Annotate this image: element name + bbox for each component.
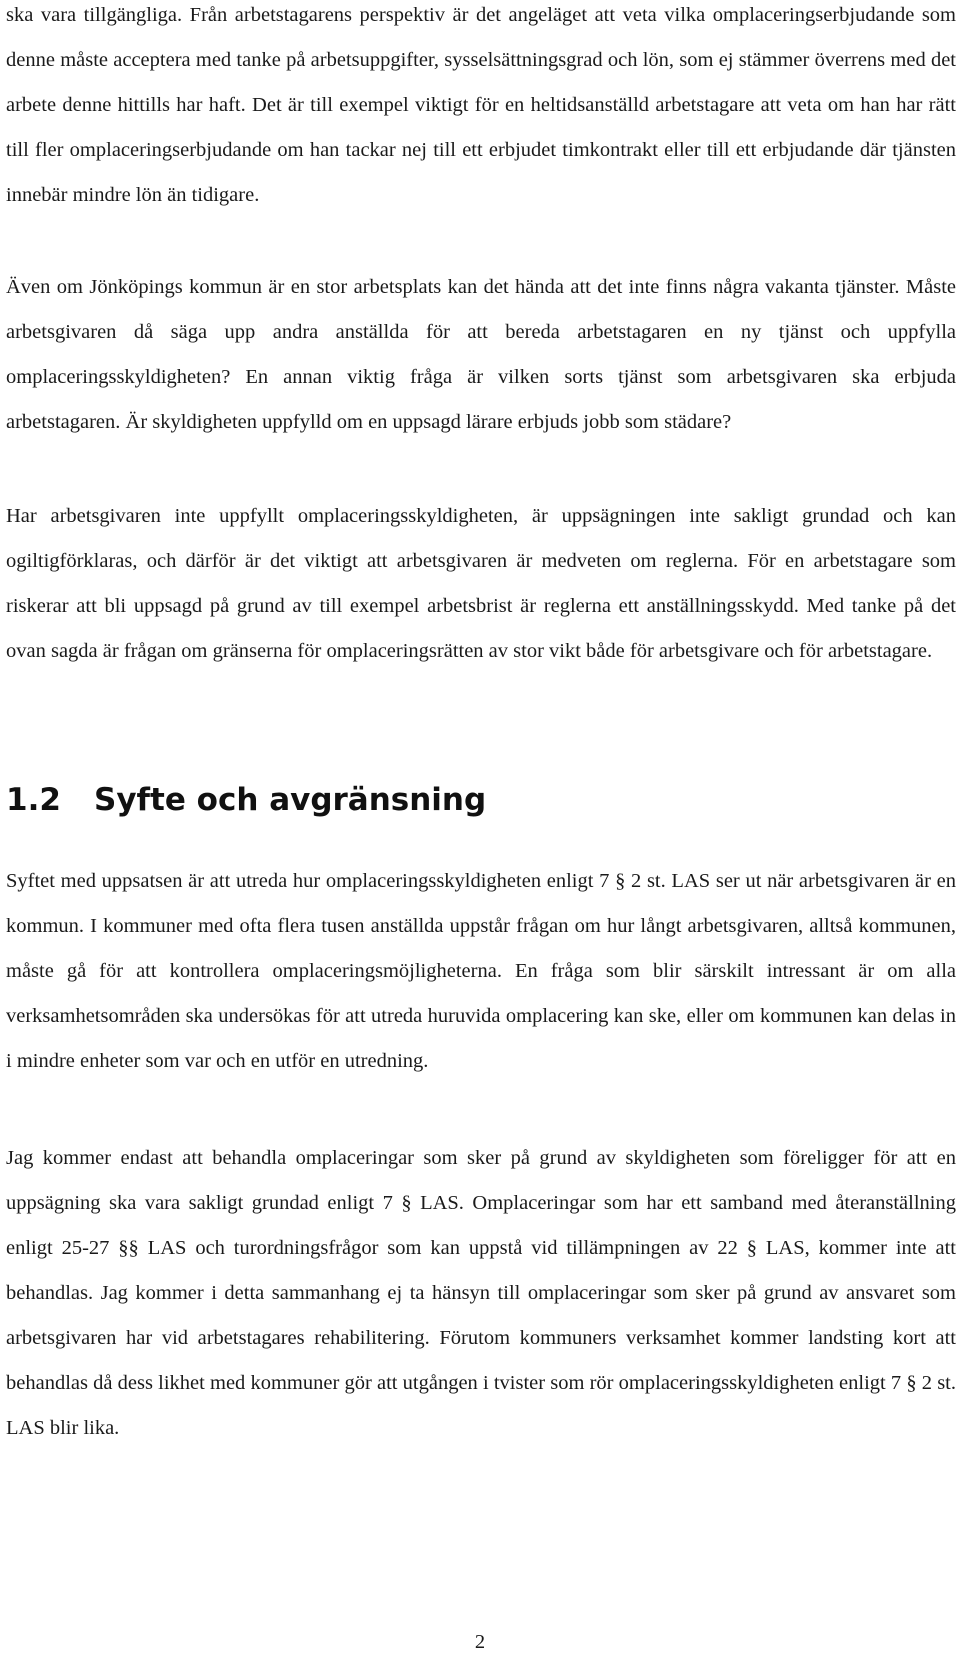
paragraph-employee-perspective: ska vara tillgängliga. Från arbetstagarens perspektiv är det angeläget att veta vilka omplaceringserbjudande som denne måste acceptera med tanke på arbetsuppgifter, sysselsättningsgrad och lön, som ej stämmer överrens med det arbete denne hittills har haft. Det är till exempel viktigt för en heltidsanställd arbetstagare att veta om han har rätt till fler omplaceringserbjudande om han tackar nej till ett erbjudet timkontrakt eller till ett erbjudande där tjänsten innebär mindre lön än tidigare. <box>6 4 956 206</box>
section-heading <box>6 780 486 820</box>
paragraph-unfulfilled-obligation: Har arbetsgivaren inte uppfyllt omplaceringsskyldigheten, är uppsägningen inte sakligt grundad och kan ogiltigförklaras, och därför är det viktigt att arbetsgivaren är medveten om reglerna. För en arbetstagare som riskerar att bli uppsagd på grund av till exempel arbetsbrist är reglerna ett anställningsskydd. Med tanke på det ovan sagda är frågan om gränserna för omplaceringsrätten av stor vikt både för arbetsgivare och för arbetstagare. <box>6 505 956 662</box>
section-title: Syfte och avgränsning <box>94 782 487 818</box>
page-number: 2 <box>474 1631 486 1653</box>
paragraph-purpose: Syftet med uppsatsen är att utreda hur omplaceringsskyldigheten enligt 7 § 2 st. LAS ser ut när arbetsgivaren är en kommun. I kommuner med ofta flera tusen anställda uppstår frågan om hur långt arbetsgivaren, alltså kommunen, måste gå för att kontrollera omplaceringsmöjligheterna. En fråga som blir särskilt intressant är om alla verksamhetsområden ska undersökas för att utreda huruvida omplacering kan ske, eller om kommunen kan delas in i mindre enheter som var och en utför en utredning. <box>6 870 956 1072</box>
section-number: 1.2 <box>6 782 61 818</box>
paragraph-vacant-positions: Även om Jönköpings kommun är en stor arbetsplats kan det hända att det inte finns några vakanta tjänster. Måste arbetsgivaren då säga upp andra anställda för att bereda arbetstagaren en ny tjänst och uppfylla omplaceringsskyldigheten? En annan viktig fråga är vilken sorts tjänst som arbetsgivaren ska erbjuda arbetstagaren. Är skyldigheten uppfylld om en uppsagd lärare erbjuds jobb som städare? <box>6 276 956 433</box>
paragraph-delimitation: Jag kommer endast att behandla omplaceringar som sker på grund av skyldigheten som föreligger för att en uppsägning ska vara sakligt grundad enligt 7 § LAS. Omplaceringar som har ett samband med återanställning enligt 25-27 §§ LAS och turordningsfrågor som kan uppstå vid tillämpningen av 22 § LAS, kommer inte att behandlas. Jag kommer i detta sammanhang ej ta hänsyn till omplaceringar som sker på grund av ansvaret som arbetsgivaren har vid arbetstagares rehabilitering. Förutom kommuners verksamhet kommer landsting kort att behandlas då dess likhet med kommuner gör att utgången i tvister som rör omplaceringsskyldigheten enligt 7 § 2 st. LAS blir lika. <box>6 1147 956 1439</box>
